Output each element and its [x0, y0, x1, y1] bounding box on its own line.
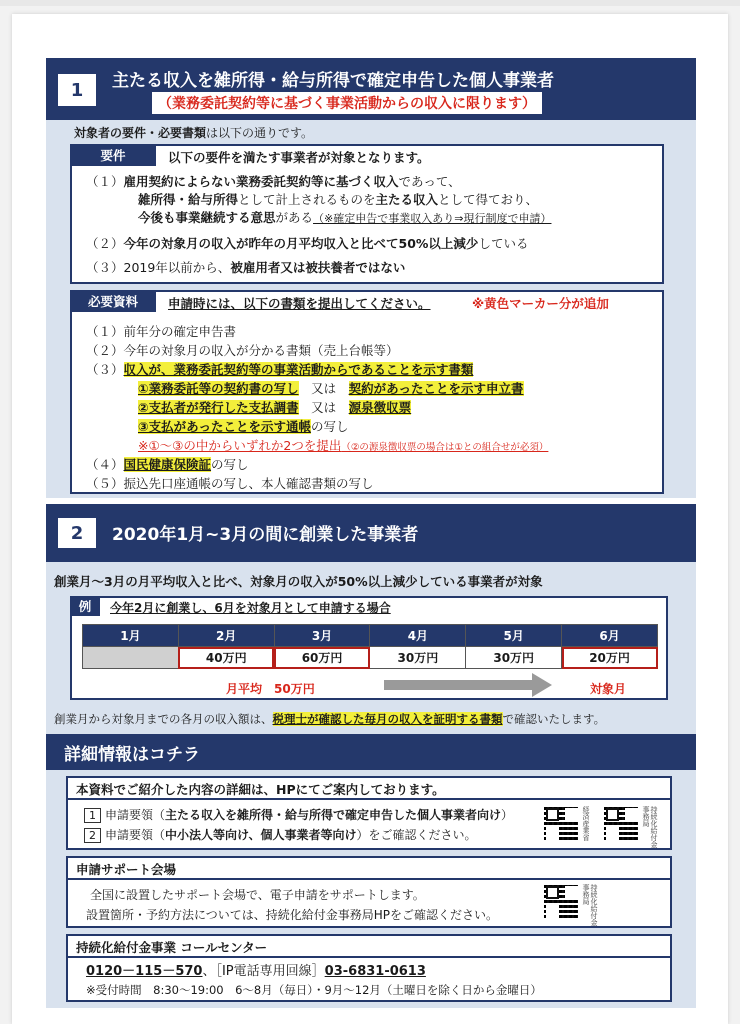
sec2-foot-c: で確認いたします。	[502, 712, 606, 726]
requirements-tag: 要件	[70, 144, 156, 166]
month-cell: 2月	[178, 625, 274, 647]
doc-3-3a: ③支払があったことを示す通帳	[138, 419, 311, 434]
section-2-number: 2	[58, 518, 96, 548]
tel-ip[interactable]: 03-6831-0613	[324, 964, 426, 979]
doc-3-2-or: 又は	[311, 400, 337, 415]
amount-cell: 30万円	[466, 647, 562, 669]
intro-rest: は以下の通りです。	[206, 126, 314, 140]
month-cell: 4月	[370, 625, 466, 647]
doc-4-num: （４）	[86, 457, 124, 472]
month-cell: 5月	[466, 625, 562, 647]
qr-3-label: 持続化給付金事務局	[582, 884, 598, 926]
month-cell: 3月	[274, 625, 370, 647]
doc-3-1-or: 又は	[311, 381, 337, 396]
doc-2: （２）今年の対象月の収入が分かる書類（売上台帳等）	[86, 343, 399, 358]
income-table	[82, 624, 658, 669]
arrow-head	[532, 673, 552, 697]
guide-1-b: 主たる収入を雑所得・給与所得で確定申告した個人事業者向け	[165, 808, 502, 822]
amount-cell: 60万円	[274, 647, 370, 669]
section-3-title: 詳細情報はコチラ	[64, 745, 200, 765]
top-bar	[0, 0, 740, 6]
guide-1-num: 1	[84, 808, 101, 823]
qr-code-3[interactable]	[544, 884, 578, 918]
documents-note: ※黄色マーカー分が追加	[472, 296, 609, 311]
guide-2-a: 申請要領（	[105, 828, 166, 842]
req-1c-note: （※確定申告で事業収入あり⇒現行制度で申請）	[313, 212, 552, 225]
example-tag: 例	[70, 596, 100, 616]
amount-cell: 20万円	[562, 647, 658, 669]
section-1-title: 主たる収入を雑所得・給与所得で確定申告した個人事業者	[112, 71, 554, 91]
req-2-num: （２）	[86, 236, 124, 251]
section-2-condition: 創業月～3月の月平均収入と比べ、対象月の収入が50%以上減少している事業者が対象	[54, 574, 543, 589]
documents-head: 申請時には、以下の書類を提出してください。	[168, 296, 431, 311]
qr-code-2[interactable]	[604, 806, 638, 840]
amount-cell	[83, 647, 179, 669]
doc-3-1a: ①業務委託等の契約書の写し	[138, 381, 299, 396]
req-1b-rest: として得ており、	[438, 192, 539, 207]
section-1-subtitle: （業務委託契約等に基づく事業活動からの収入に限ります）	[152, 92, 542, 114]
guide-1-c: ）	[501, 808, 514, 822]
info-box-2-head: 申請サポート会場	[66, 856, 672, 878]
intro-bold: 対象者の要件・必要書類	[74, 126, 207, 140]
guide-2-c: ）をご確認ください。	[356, 828, 477, 842]
req-3-bold: 被雇用者又は被扶養者ではない	[230, 260, 406, 275]
doc-3-note-small: （②の源泉徴収票の場合は①との組合せが必須）	[341, 442, 549, 453]
guide-2-b: 中小法人等向け、個人事業者等向け	[165, 828, 357, 842]
target-label: 対象月	[590, 682, 627, 696]
example-text: 今年2月に創業し、6月を対象月として申請する場合	[110, 601, 391, 615]
req-1-num: （１）	[86, 174, 124, 189]
doc-4-rest: の写し	[211, 457, 249, 472]
arrow-shaft	[384, 680, 534, 690]
req-1b-text: として計上されるものを	[238, 192, 376, 207]
average-label: 月平均 50万円	[226, 682, 315, 696]
req-1-bold: 雇用契約によらない業務委託契約等に基づく収入	[123, 174, 399, 189]
req-3-text: （３）2019年以前から、	[86, 260, 231, 275]
doc-3-text: 収入が、業務委託契約等の事業活動からであることを示す書類	[123, 362, 474, 377]
doc-3-1b: 契約があったことを示す申立書	[348, 381, 524, 396]
req-1c-text: がある	[275, 210, 314, 225]
requirements-head: 以下の要件を満たす事業者が対象となります。	[168, 150, 430, 165]
qr-2-label: 持続化給付金事務局	[642, 806, 658, 848]
support-line-1: 全国に設置したサポート会場で、電子申請をサポートします。	[90, 888, 425, 902]
documents-tag: 必要資料	[70, 290, 156, 312]
guide-link-1[interactable]	[84, 806, 513, 823]
doc-3-note: ※①～③の中からいずれか2つを提出	[138, 438, 342, 453]
month-cell: 6月	[562, 625, 658, 647]
support-line-2: 設置箇所・予約方法については、持続化給付金事務局HPをご確認ください。	[86, 908, 499, 922]
section-1-number: 1	[58, 74, 96, 106]
amount-cell: 30万円	[370, 647, 466, 669]
info-box-3-head: 持続化給付金事業 コールセンター	[66, 934, 672, 956]
doc-4-bold: 国民健康保険証	[123, 457, 212, 472]
req-1c-bold: 今後も事業継続する意思	[138, 210, 276, 225]
req-1-rest: であって、	[398, 174, 461, 189]
info-box-1-head: 本資料でご紹介した内容の詳細は、HPにてご案内しております。	[66, 776, 672, 798]
guide-1-a: 申請要領（	[105, 808, 166, 822]
qr-code-1[interactable]	[544, 806, 578, 840]
req-1b-bold2: 主たる収入	[375, 192, 439, 207]
doc-3-num: （３）	[86, 362, 124, 377]
tel-mid: 、［IP電話専用回線］	[202, 964, 325, 979]
amount-cell: 40万円	[178, 647, 274, 669]
month-cell: 1月	[83, 625, 179, 647]
doc-3-3b: の写し	[310, 419, 349, 434]
req-2-bold: 今年の対象月の収入が昨年の月平均収入と比べて50%以上減少	[123, 236, 479, 251]
sec2-foot-b: 税理士が確認した毎月の収入を証明する書類	[272, 712, 503, 726]
guide-link-2[interactable]	[84, 826, 477, 843]
doc-3-2b: 源泉徴収票	[348, 400, 412, 415]
doc-3-2a: ②支払者が発行した支払調書	[138, 400, 299, 415]
tel-freedial[interactable]: 0120－115－570	[86, 964, 203, 979]
req-2-rest: している	[478, 236, 529, 251]
doc-1: （１）前年分の確定申告書	[86, 324, 237, 339]
qr-1-label: 経済産業省	[582, 806, 590, 841]
sec2-foot-a: 創業月から対象月までの各月の収入額は、	[54, 712, 273, 726]
doc-5: （５）振込先口座通帳の写し、本人確認書類の写し	[86, 476, 374, 491]
guide-2-num: 2	[84, 828, 101, 843]
req-1b-bold: 雑所得・給与所得	[138, 192, 239, 207]
section-2-title: 2020年1月~3月の間に創業した事業者	[112, 525, 419, 545]
call-hours: ※受付時間 8:30～19:00 6～8月（毎日）・9月～12月（土曜日を除く日から金曜日）	[86, 983, 542, 997]
